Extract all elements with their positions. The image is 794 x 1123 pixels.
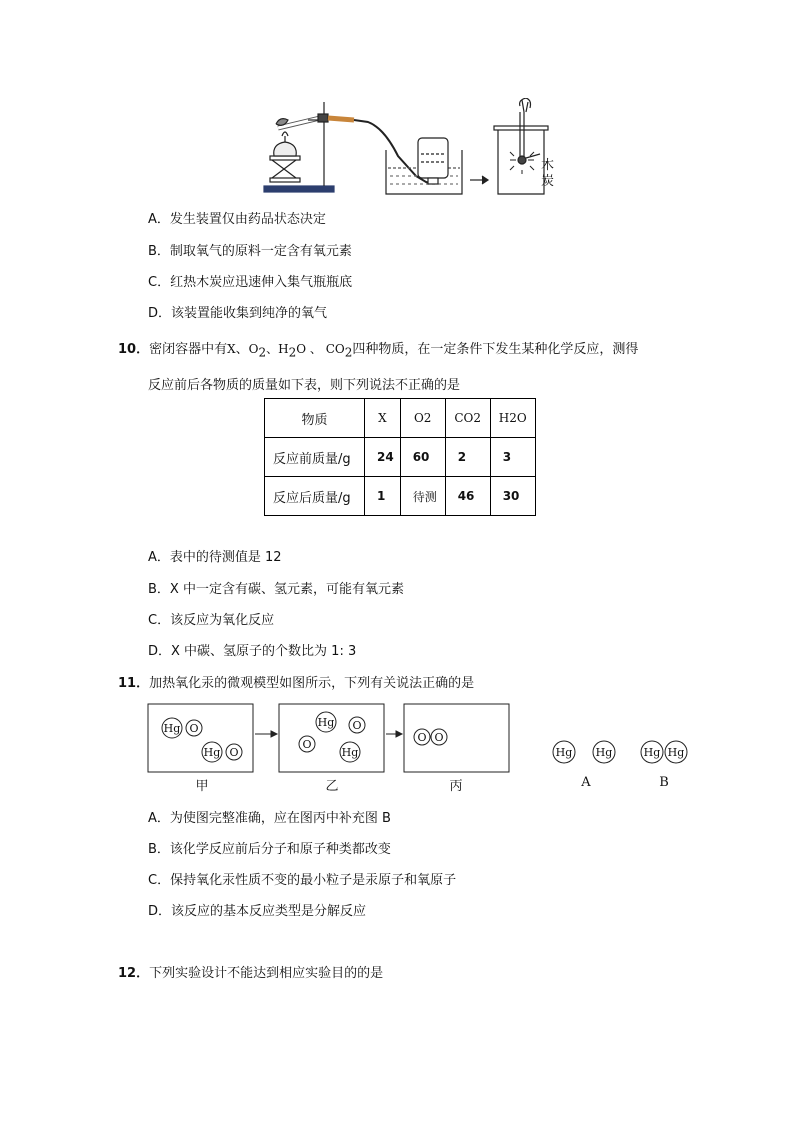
table-cell: 待测 bbox=[400, 477, 445, 516]
q10-stem-sep: 、 bbox=[235, 342, 249, 357]
q9-option-b: B．制取氧气的原料一定含有氧元素 bbox=[148, 244, 352, 259]
hg-atom-label: Hg bbox=[317, 716, 335, 729]
q12-number: 12． bbox=[118, 966, 150, 981]
q10-number: 10． bbox=[118, 342, 150, 357]
hg-atom-label: Hg bbox=[203, 746, 221, 759]
q11-stem bbox=[118, 672, 474, 691]
o-atom-label: O bbox=[434, 731, 444, 744]
q9-option-a: A．发生装置仅由药品状态决定 bbox=[148, 212, 326, 227]
label-b: B bbox=[659, 775, 669, 790]
table-header-cell: H2O bbox=[490, 399, 535, 438]
o-atom-label: O bbox=[189, 722, 199, 735]
q10-stem-line1 bbox=[118, 338, 638, 360]
q9-option-c: C．红热木炭应迅速伸入集气瓶瓶底 bbox=[148, 275, 353, 290]
q11-option-c: C．保持氧化汞性质不变的最小粒子是汞原子和氧原子 bbox=[148, 873, 457, 888]
q9-option-d: D．该装置能收集到纯净的氧气 bbox=[148, 306, 328, 321]
q11-option-b: B．该化学反应前后分子和原子种类都改变 bbox=[148, 842, 391, 857]
q10-stem-co: O 、 CO bbox=[296, 342, 345, 356]
table-row bbox=[265, 438, 536, 477]
box-jia bbox=[148, 704, 253, 772]
q10-stem-o: O bbox=[248, 342, 259, 356]
table-header-cell: X bbox=[365, 399, 401, 438]
q10-option-b: B．X 中一定含有碳、氢元素，可能有氧元素 bbox=[148, 582, 404, 597]
q12-stem-text: 下列实验设计不能达到相应实验目的的是 bbox=[149, 966, 384, 981]
table-header-cell: O2 bbox=[400, 399, 445, 438]
table-cell: 24 bbox=[365, 438, 401, 477]
o-atom-label: O bbox=[352, 719, 362, 732]
oxygen-apparatus-figure bbox=[258, 98, 558, 198]
table-header-cell: 物质 bbox=[265, 399, 365, 438]
hg-atom-label: Hg bbox=[163, 722, 181, 735]
q10-option-c: C．该反应为氧化反应 bbox=[148, 613, 275, 628]
q11-stem-text: 加热氧化汞的微观模型如图所示，下列有关说法正确的是 bbox=[149, 676, 475, 691]
q11-number: 11． bbox=[118, 676, 150, 691]
q10-stem-o-sub: 2 bbox=[258, 345, 267, 360]
hg-atom-label: Hg bbox=[555, 746, 573, 759]
q10-option-a: A．表中的待测值是 12 bbox=[148, 550, 282, 565]
table-row-label: 反应前质量/g bbox=[265, 438, 365, 477]
hg-atom-label: Hg bbox=[595, 746, 613, 759]
q10-stem-h-sub: 2 bbox=[288, 345, 297, 360]
label-bing: 丙 bbox=[449, 779, 463, 794]
q10-mass-table bbox=[264, 398, 536, 516]
label-jia: 甲 bbox=[195, 779, 209, 794]
q10-option-d: D．X 中碳、氢原子的个数比为 1: 3 bbox=[148, 644, 357, 659]
label-yi: 乙 bbox=[325, 779, 339, 794]
q10-stem-co-sub: 2 bbox=[344, 345, 353, 360]
table-cell: 60 bbox=[400, 438, 445, 477]
hg-atom-label: Hg bbox=[667, 746, 685, 759]
q11-option-d: D．该反应的基本反应类型是分解反应 bbox=[148, 904, 367, 919]
table-row-label: 反应后质量/g bbox=[265, 477, 365, 516]
table-row bbox=[265, 477, 536, 516]
q11-option-a: A．为使图完整准确，应在图丙中补充图 B bbox=[148, 811, 391, 826]
q10-stem-text-b: 四种物质，在一定条件下发生某种化学反应，测得 bbox=[352, 342, 639, 357]
table-header-row bbox=[265, 399, 536, 438]
o-atom-label: O bbox=[229, 746, 239, 759]
charcoal-label-2: 炭 bbox=[541, 174, 555, 189]
q10-stem-line2: 反应前后各物质的质量如下表，则下列说法不正确的是 bbox=[148, 378, 461, 393]
table-cell: 30 bbox=[490, 477, 535, 516]
mercury-oxide-model-figure bbox=[146, 700, 698, 796]
o-atom-label: O bbox=[417, 731, 427, 744]
q12-stem bbox=[118, 962, 383, 981]
q10-stem-x: X bbox=[227, 342, 236, 356]
q10-stem-h: 、H bbox=[266, 342, 289, 356]
hg-atom-label: Hg bbox=[341, 746, 359, 759]
table-header-cell: CO2 bbox=[445, 399, 490, 438]
table-cell: 3 bbox=[490, 438, 535, 477]
o-atom-label: O bbox=[302, 738, 312, 751]
table-cell: 1 bbox=[365, 477, 401, 516]
charcoal-label-1: 木 bbox=[541, 158, 555, 173]
q10-stem-text-a: 密闭容器中有 bbox=[149, 342, 228, 357]
table-cell: 46 bbox=[445, 477, 490, 516]
hg-atom-label: Hg bbox=[643, 746, 661, 759]
label-a: A bbox=[581, 775, 591, 790]
table-cell: 2 bbox=[445, 438, 490, 477]
